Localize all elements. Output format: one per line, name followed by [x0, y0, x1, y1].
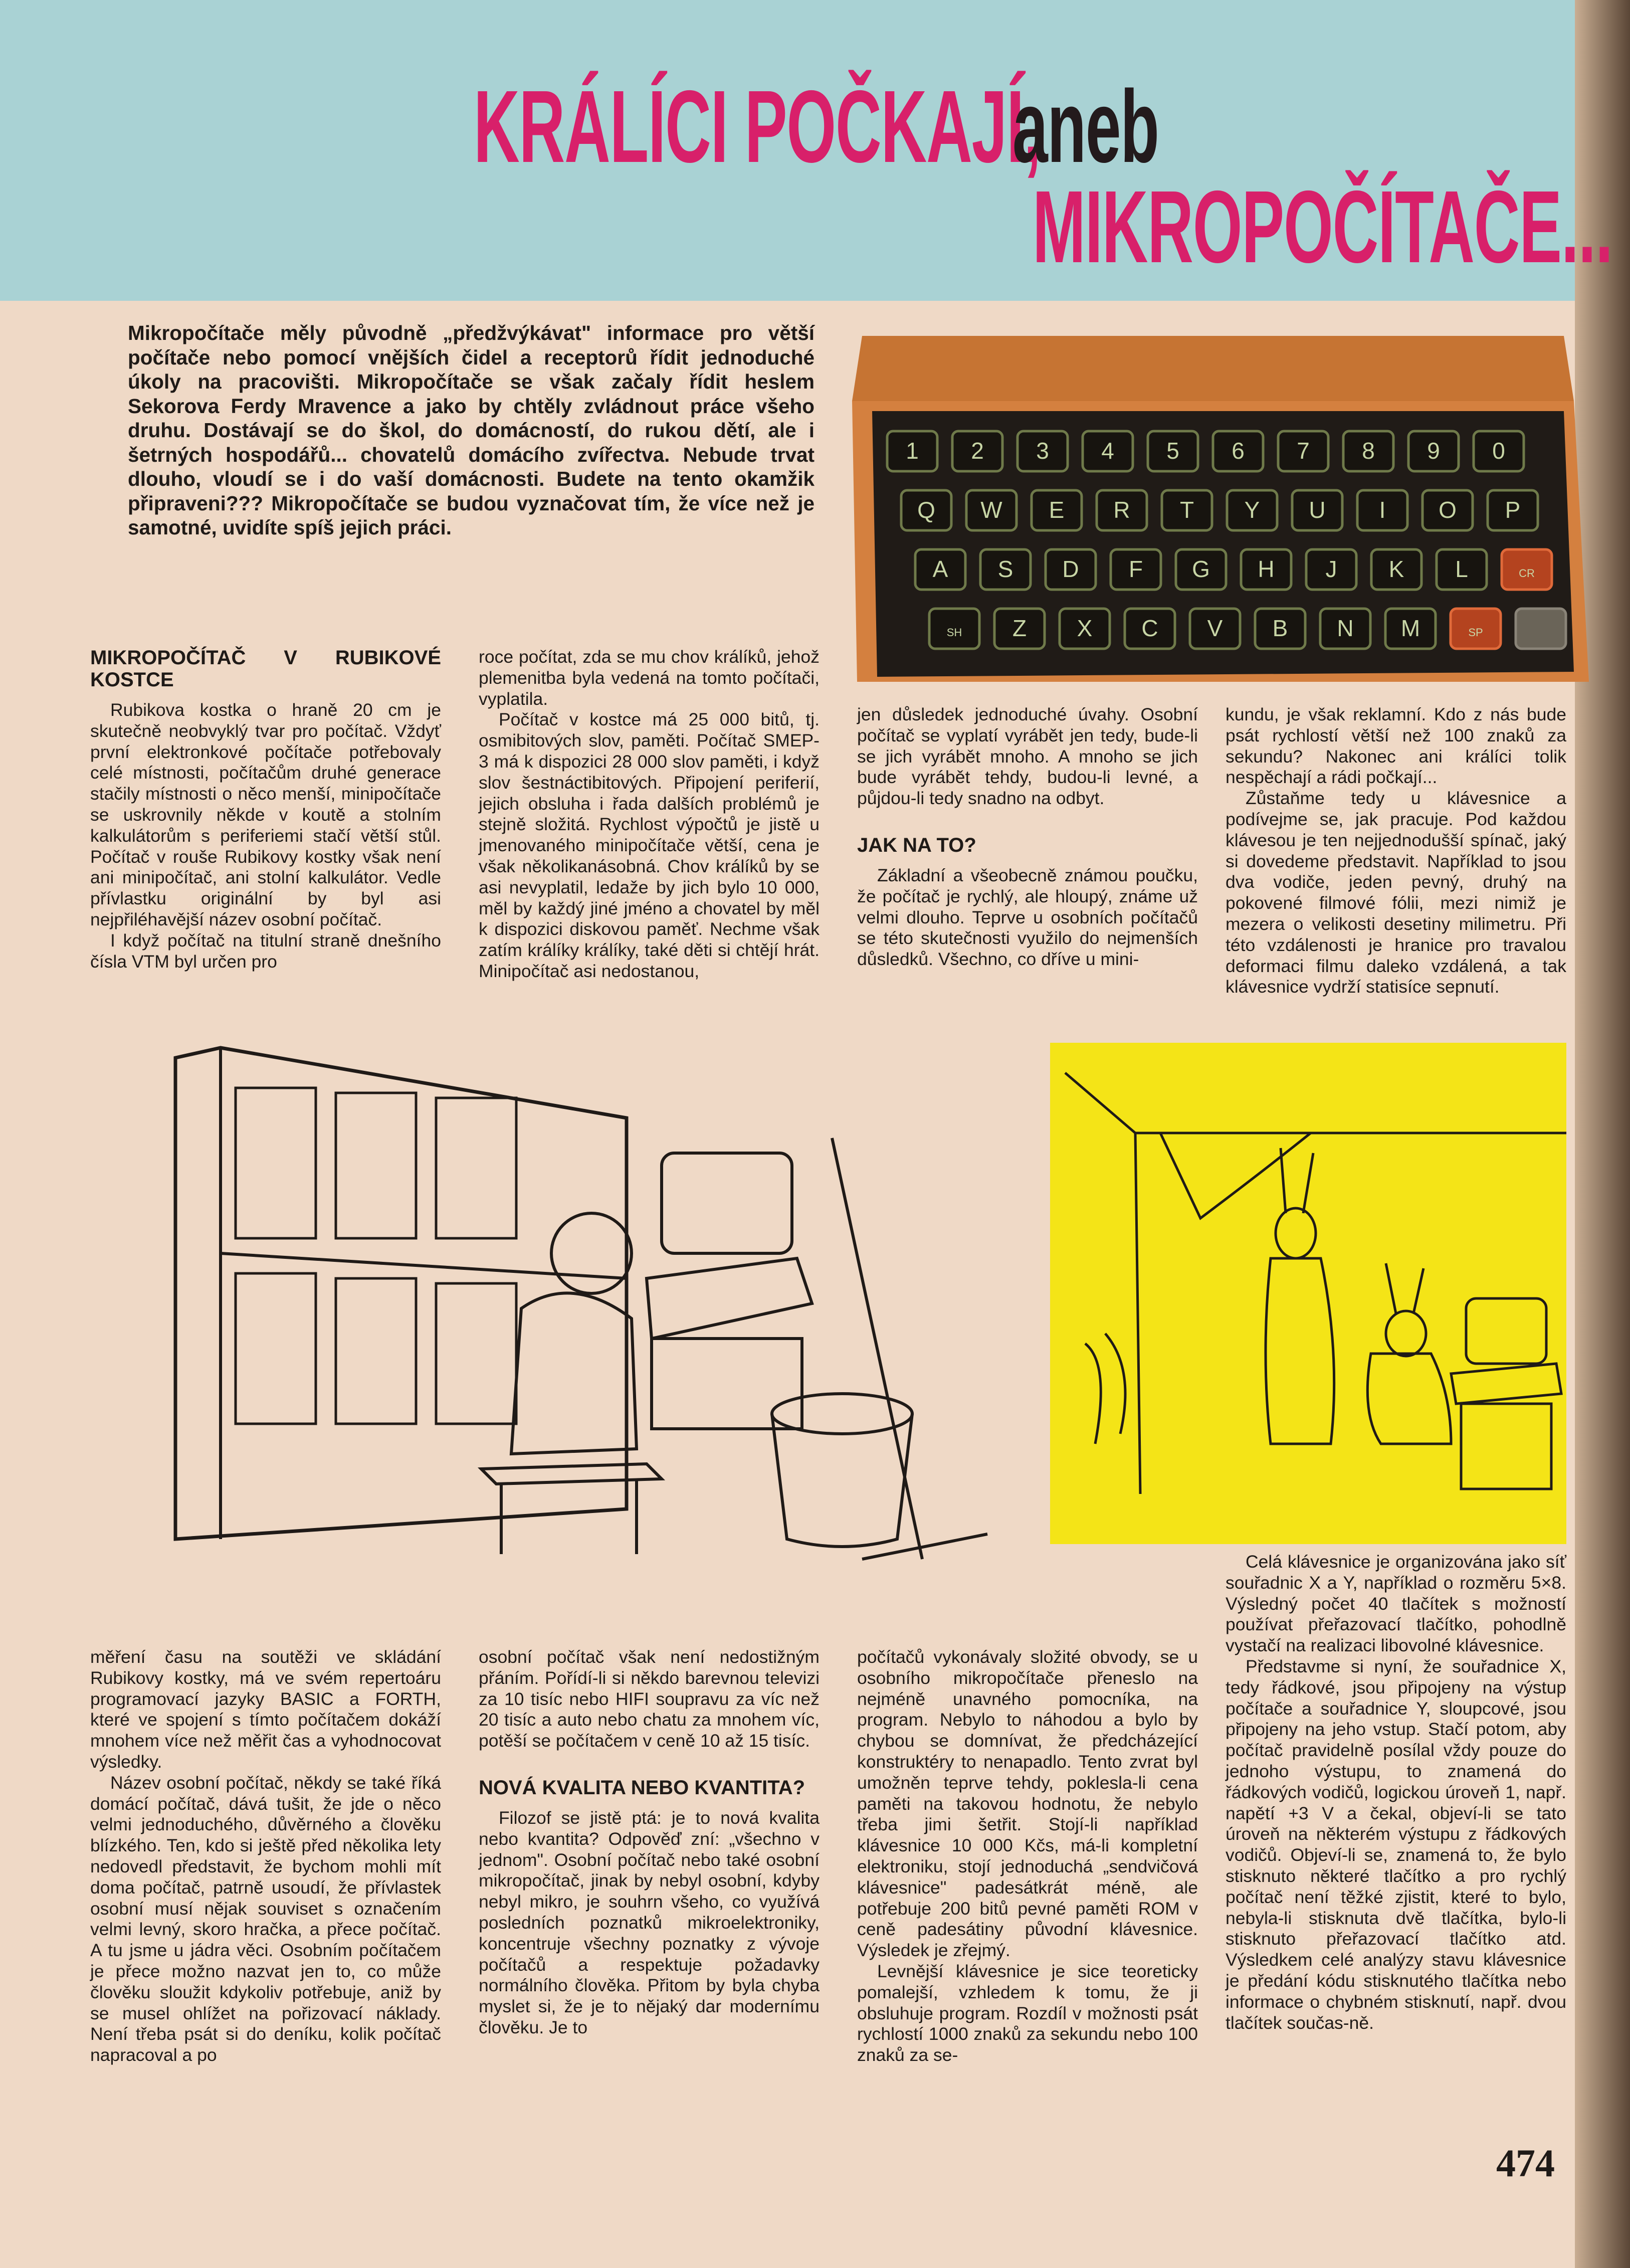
- yellow-rabbits-illustration: [1050, 1043, 1566, 1544]
- paragraph: kundu, je však reklamní. Kdo z nás bude psát rychlostí větší než 100 znaků za sekundu? Nakonec ani králíci tolik nespěchají a rádi počkají...: [1226, 704, 1566, 788]
- keyboard-key-label: L: [1455, 556, 1468, 582]
- paragraph: Představme si nyní, že souřadnice X, tedy řádkové, jsou připojeny na výstup počítače a souřadnice Y, sloupcové, jsou připojeny na jeho vstup. Stačí potom, aby počítač pravidelně posílal vždy pouze do jednoho výstupu, to znamená do řádkových vodičů, logickou úroveň 1, např. napětí +3 V a čekal, objeví-li se tato úroveň na některém výstupu z řádkových vodičů. Objeví-li se, znamená to, že bylo stisknuto některé tlačítko a pro rychlý počítač není těžké zjistit, které to bylo, nebyla-li stisknuta dvě tlačítka, bylo-li stisknuto přeřazovací tlačítko atd. Výsledkem celé analýzy stavu klávesnice je předání kódu stisknutého tlačítka nebo informace o chybném stisknutí, např. dvou tlačítek součas-ně.: [1226, 1656, 1566, 2033]
- operator-head: [551, 1213, 632, 1293]
- keyboard-key-label: S: [997, 556, 1013, 582]
- keyboard-key-label: CR: [1519, 567, 1535, 580]
- cartoon-rabbit-hutch-computer: [70, 1038, 1043, 1589]
- keyboard-key-label: 7: [1297, 438, 1310, 464]
- paragraph: jen důsledek jednoduché úvahy. Osobní počítač se vyplatí vyrábět jen tedy, bude-li se jich vyrábět mnoho. A mnoho se jich bude vyrábět tehdy, budou-li levné, a půjdou-li tedy snadno na odbyt.: [857, 704, 1198, 809]
- keyboard-key-label: Z: [1012, 615, 1027, 641]
- keyboard-key-label: N: [1337, 615, 1354, 641]
- section-heading-rubik: MIKROPOČÍTAČ V RUBIKOVÉ KOSTCE: [90, 647, 441, 691]
- keyboard-key: [1516, 609, 1566, 649]
- keyboard-key-label: R: [1113, 497, 1130, 523]
- paragraph: měření času na soutěži ve skládání Rubikovy kostky, má ve svém repertoáru programovací jazyky BASIC a FORTH, které ve spojení s tímto počítačem dokáží mnohem více než měřit čas a vyhodnocovat výsledky.: [90, 1647, 441, 1772]
- rake-handle: [832, 1138, 922, 1559]
- column-2-top: [479, 647, 820, 982]
- column-4-top: [1226, 704, 1566, 998]
- operator-body: [511, 1293, 637, 1454]
- keyboard-key-label: W: [980, 497, 1002, 523]
- keyboard-key-label: D: [1062, 556, 1079, 582]
- keyboard-key-label: M: [1400, 615, 1420, 641]
- monitor: [662, 1153, 792, 1253]
- computer-console: [647, 1258, 812, 1339]
- keyboard-key-label: K: [1388, 556, 1404, 582]
- paragraph: Rubikova kostka o hraně 20 cm je skutečně neobvyklý tvar pro počítač. Vždyť první elektronkové počítače potřebovaly celé místnosti, počítačům druhé generace stačily místnosti o něco menší, minipočítače se uskrovnily někde v koutě a stolním kalkulátorům s periferiemi stačí větší stůl. Počítač v rouše Rubikovy kostky však není ani minipočítač, ani stolní kalkulátor. Vedle přívlastku originální by byl asi nejpřiléhavější název osobní počítač.: [90, 700, 441, 929]
- keyboard-key-label: SH: [946, 626, 962, 639]
- section-heading-nova-kvalita: NOVÁ KVALITA NEBO KVANTITA?: [479, 1776, 805, 1799]
- keyboard-key-label: 3: [1036, 438, 1049, 464]
- keyboard-key-label: F: [1128, 556, 1143, 582]
- title-line1-black: aneb: [1012, 69, 1159, 184]
- stool: [481, 1464, 662, 1484]
- keyboard-photo: [852, 331, 1589, 682]
- keyboard-key-label: 0: [1492, 438, 1505, 464]
- paragraph: I když počítač na titulní straně dnešního čísla VTM byl určen pro: [90, 930, 441, 972]
- keyboard-key-label: J: [1325, 556, 1337, 582]
- keyboard-key-label: 6: [1232, 438, 1245, 464]
- paragraph: Celá klávesnice je organizována jako síť souřadnic X a Y, například o rozměru 5×8. Výsledný počet 40 tlačítek s možností používat přeřazovací tlačítko, pohodlně vystačí na realizaci libovolné klávesnice.: [1226, 1552, 1566, 1656]
- keyboard-key-label: 4: [1101, 438, 1114, 464]
- keyboard-key-label: T: [1179, 497, 1194, 523]
- column-1-top: [90, 647, 441, 972]
- title-line1-red: KRÁLÍCI POČKAJÍ,: [474, 69, 1041, 184]
- column-1-bottom: [90, 1647, 441, 2066]
- circuit-board: [852, 336, 1574, 401]
- column-2-bottom: [479, 1647, 820, 2038]
- keyboard-key-label: G: [1192, 556, 1210, 582]
- keyboard-key-label: C: [1141, 615, 1158, 641]
- keyboard-key-label: 9: [1427, 438, 1440, 464]
- column-3-top: [857, 704, 1198, 970]
- paragraph: roce počítat, zda se mu chov králíků, jehož plemenitba byla vedená na tomto počítači, vyplatila.: [479, 647, 820, 709]
- keyboard-key-label: V: [1207, 615, 1223, 641]
- paragraph: Základní a všeobecně známou poučku, že počítač je rychlý, ale hloupý, známe už velmi dlouho. Teprve u osobních počítačů se této skutečnosti využilo do nejmenších důsledků. Všechno, co dříve u mini-: [857, 865, 1198, 970]
- keyboard-key-label: 5: [1166, 438, 1179, 464]
- keyboard-key-label: B: [1272, 615, 1288, 641]
- keyboard-key-label: E: [1049, 497, 1065, 523]
- section-heading-jak-na-to: JAK NA TO?: [857, 834, 976, 856]
- keyboard-key-label: 2: [971, 438, 984, 464]
- keyboard-key-label: Q: [917, 497, 935, 523]
- page-number: 474: [1496, 2141, 1555, 2185]
- paragraph: osobní počítač však není nedostižným přáním. Pořídí-li si někdo barevnou televizi za 10 tisíc nebo HIFI soupravu za víc než 20 tisíc a auto nebo chatu za mnohem víc, potěší se počítačem v ceně 10 až 15 tisíc.: [479, 1647, 820, 1751]
- keyboard-key-label: U: [1309, 497, 1326, 523]
- keyboard-key-label: X: [1077, 615, 1093, 641]
- column-4-bottom: [1226, 1552, 1566, 2033]
- keyboard-key-label: A: [932, 556, 948, 582]
- paragraph: Počítač v kostce má 25 000 bitů, tj. osmibitových slov, paměti. Počítač SMEP-3 má k dispozici 28 000 slov paměti, i když slov šestnáctibitových. Připojení periferií, jejich obsluha i řada dalších problémů je stejně složitá. Rychlost výpočtů je jistě u jmenovaného minipočítače větší, cena je však několikanásobná. Chov králíků by se asi nevyplatil, ledaže by jich bylo 10 000, měl by každý jiné jméno a chovatel by měl k dispozici diskovou paměť. Nechme však zatím králíky králíky, také děti si chtějí hrát. Minipočítač asi nedostanou,: [479, 709, 820, 981]
- keyboard-key-label: H: [1258, 556, 1275, 582]
- title-line2-red: MIKROPOČÍTAČE...: [1033, 169, 1613, 284]
- keyboard-key-label: SP: [1468, 626, 1483, 639]
- keyboard-key-label: P: [1505, 497, 1521, 523]
- paragraph: Název osobní počítač, někdy se také říká domácí počítač, dává tušit, že jde o něco velmi jednoduchého, důvěrného a člověku blízkého. Ten, kdo si ještě před několika lety nedovedl představit, že bychom mohli mít doma počítač, patrně usoudí, že přívlastek osobní musí nějak souviset s označením velmi levný, skoro hračka, a přece počítač. A tu jsme u jádra věci. Osobním počítačem je přece možno nazvat jen to, co může člověku sloužit kdykoliv potřebuje, aniž by se musel ohlížet na pořizovací náklady. Není třeba psát si do deníku, kolik počítač napracoval a po: [90, 1772, 441, 2065]
- intro-paragraph: Mikropočítače měly původně „předžvýkávat" informace pro větší počítače nebo pomocí vnějších čidel a receptorů řídit jednoduché úkoly na pracovišti. Mikropočítače se však začaly řídit heslem Sekorova Ferdy Mravence a jako by chtěly zvládnout práce všeho druhu. Dostávají se do škol, do domácností, do rukou dětí, ale i šetrných hospodářů... chovatelů domácího zvířectva. Nebude trvat dlouho, vloudí se i do vaší domácnosti. Budete na tento okamžik připraveni??? Mikropočítače se budou vyznačovat tím, že více než je samotné, uvidíte spíš jejich práci.: [128, 321, 814, 539]
- keyboard-key-label: I: [1379, 497, 1386, 523]
- keyboard-key-label: O: [1439, 497, 1457, 523]
- paragraph: Filozof se jistě ptá: je to nová kvalita nebo kvantita? Odpověď zní: „všechno v jednom". Osobní počítač nebo také osobní mikropočítač, jinak by nebyl osobní, kdyby nebyl mikro, je souhrn všeho, co využívá posledních poznatků mikroelektroniky, koncentruje všechny poznatky z vývoje počítačů a respektuje požadavky normálního člověka. Přitom by byla chyba myslet si, že je to nějaký dar modernímu člověku. Je to: [479, 1807, 820, 2037]
- keyboard-key-label: 8: [1362, 438, 1375, 464]
- paragraph: Levnější klávesnice je sice teoreticky pomalejší, vzhledem k tomu, že ji obsluhuje program. Rozdíl v možnosti psát rychlostí 1000 znaků za sekundu nebo 100 znaků za se-: [857, 1961, 1198, 2065]
- column-3-bottom: [857, 1647, 1198, 2066]
- keyboard-key-label: Y: [1244, 497, 1260, 523]
- paragraph: Zůstaňme tedy u klávesnice a podívejme se, jak pracuje. Pod každou klávesou je ten nejjednodušší spínač, jaký si dovedeme představit. Například to jsou dva vodiče, jeden pevný, druhý na pokovené filmové fólii, mezi nimiž je mezera o velikosti desetiny milimetru. Při této vzdálenosti je hranice pro travalou deformaci filmu daleko vzdálená, a tak klávesnice vydrží statisíce sepnutí.: [1226, 788, 1566, 997]
- paragraph: počítačů vykonávaly složité obvody, se u osobního mikropočítače přeneslo na nejméně unavného pomocníka, na program. Nebylo to náhodou a bylo by chybou se domnívat, že předcházející konstruktéry to nenapadlo. Tento zvrat byl umožněn teprve tehdy, poklesla-li cena paměti na takovou hodnotu, že nebylo třeba jimi šetřit. Stojí-li například klávesnice 10 000 Kčs, má-li kompletní elektroniku, stojí jednoduchá „sendvičová klávesnice" padesátkrát méně, ale potřebuje 200 bitů pevné paměti ROM v ceně padesátiny původní klávesnice. Výsledek je zřejmý.: [857, 1647, 1198, 1961]
- keyboard-key-label: 1: [906, 438, 919, 464]
